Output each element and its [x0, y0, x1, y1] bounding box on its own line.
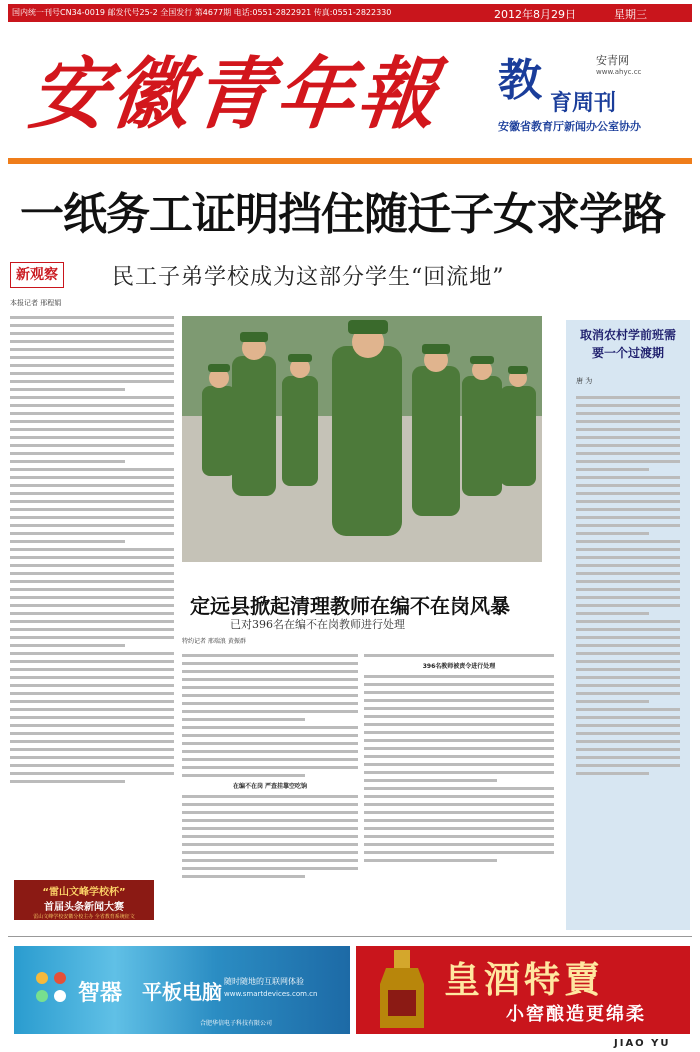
orange-divider [8, 158, 692, 164]
ad-separator [8, 936, 692, 937]
ad1-product: 平板电脑 [142, 980, 222, 1004]
liquor-bottle-icon [372, 950, 432, 1030]
tablet-advertisement [14, 946, 350, 1034]
issue-weekday: 星期三 [614, 8, 647, 21]
ad1-tagline: 随时随地的互联网体验 [224, 977, 304, 986]
site-url: www.ahyc.cc [596, 68, 642, 76]
sidebar-title: 取消农村学前班需要一个过渡期 [579, 328, 676, 360]
contest-promo-box [14, 880, 154, 920]
second-subhead: 已对396名在编不在岗教师进行处理 [230, 618, 405, 631]
photo-illustration [182, 316, 542, 562]
promo-line-1: “雷山文峰学校杯” [42, 887, 126, 898]
ad1-brand: 智器 [78, 981, 123, 1006]
supplement-organizer: 安徽省教育厅新闻办公室协办 [498, 120, 641, 133]
second-inner-heading-2: 在编不在岗 严查挂靠空吃饷 [232, 783, 308, 790]
supplement-title-big: 教 [498, 55, 542, 106]
military-training-photo [182, 316, 542, 562]
second-story-body-col1 [182, 650, 358, 930]
second-byline: 特约记者 邢瑞浪 黄振群 [182, 638, 246, 645]
publication-info: 国内统一刊号CN34-0019 邮发代号25-2 全国发行 第4677期 电话:0551-2822921 传真:0551-2822330 [12, 8, 392, 17]
second-inner-heading-1: 396名教师被责令进行处理 [422, 663, 496, 670]
top-info-bar [8, 4, 692, 22]
brand-dots-icon [32, 968, 72, 1008]
ad1-company: 合肥华信电子科技有限公司 [200, 1020, 273, 1027]
newspaper-masthead: 安徽青年報 [25, 49, 445, 140]
supplement-title-small: 育周刊 [550, 91, 617, 116]
second-story-body-col2 [364, 650, 554, 930]
promo-line-3: 雷山文峰学校安徽分校主办 全省教育系统征文 [33, 914, 135, 920]
second-headline: 定远县掀起清理教师在编不在岗风暴 [190, 594, 510, 618]
sidebar-author: 唐 为 [576, 377, 593, 385]
site-name: 安青网 [596, 54, 629, 67]
ad2-title: 皇酒特賣 [444, 959, 605, 1001]
ad2-slogan: 小窖酿造更绵柔 [506, 1004, 646, 1025]
lead-byline: 本报记者 邢程娟 [10, 299, 62, 307]
promo-line-2: 首届头条新闻大赛 [44, 902, 124, 913]
lead-subhead: 民工子弟学校成为这部分学生“回流地” [112, 265, 505, 290]
section-tag: 新观察 [10, 262, 64, 288]
ad1-url: www.smartdevices.com.cn [224, 990, 318, 998]
section-footer-label: JIAO YU [614, 1038, 671, 1049]
issue-date: 2012年8月29日 [494, 8, 576, 21]
sidebar-body [576, 392, 680, 912]
lead-story-body [10, 312, 174, 872]
liquor-advertisement [356, 946, 690, 1034]
lead-headline: 一纸务工证明挡住随迁子女求学路 [20, 189, 665, 240]
